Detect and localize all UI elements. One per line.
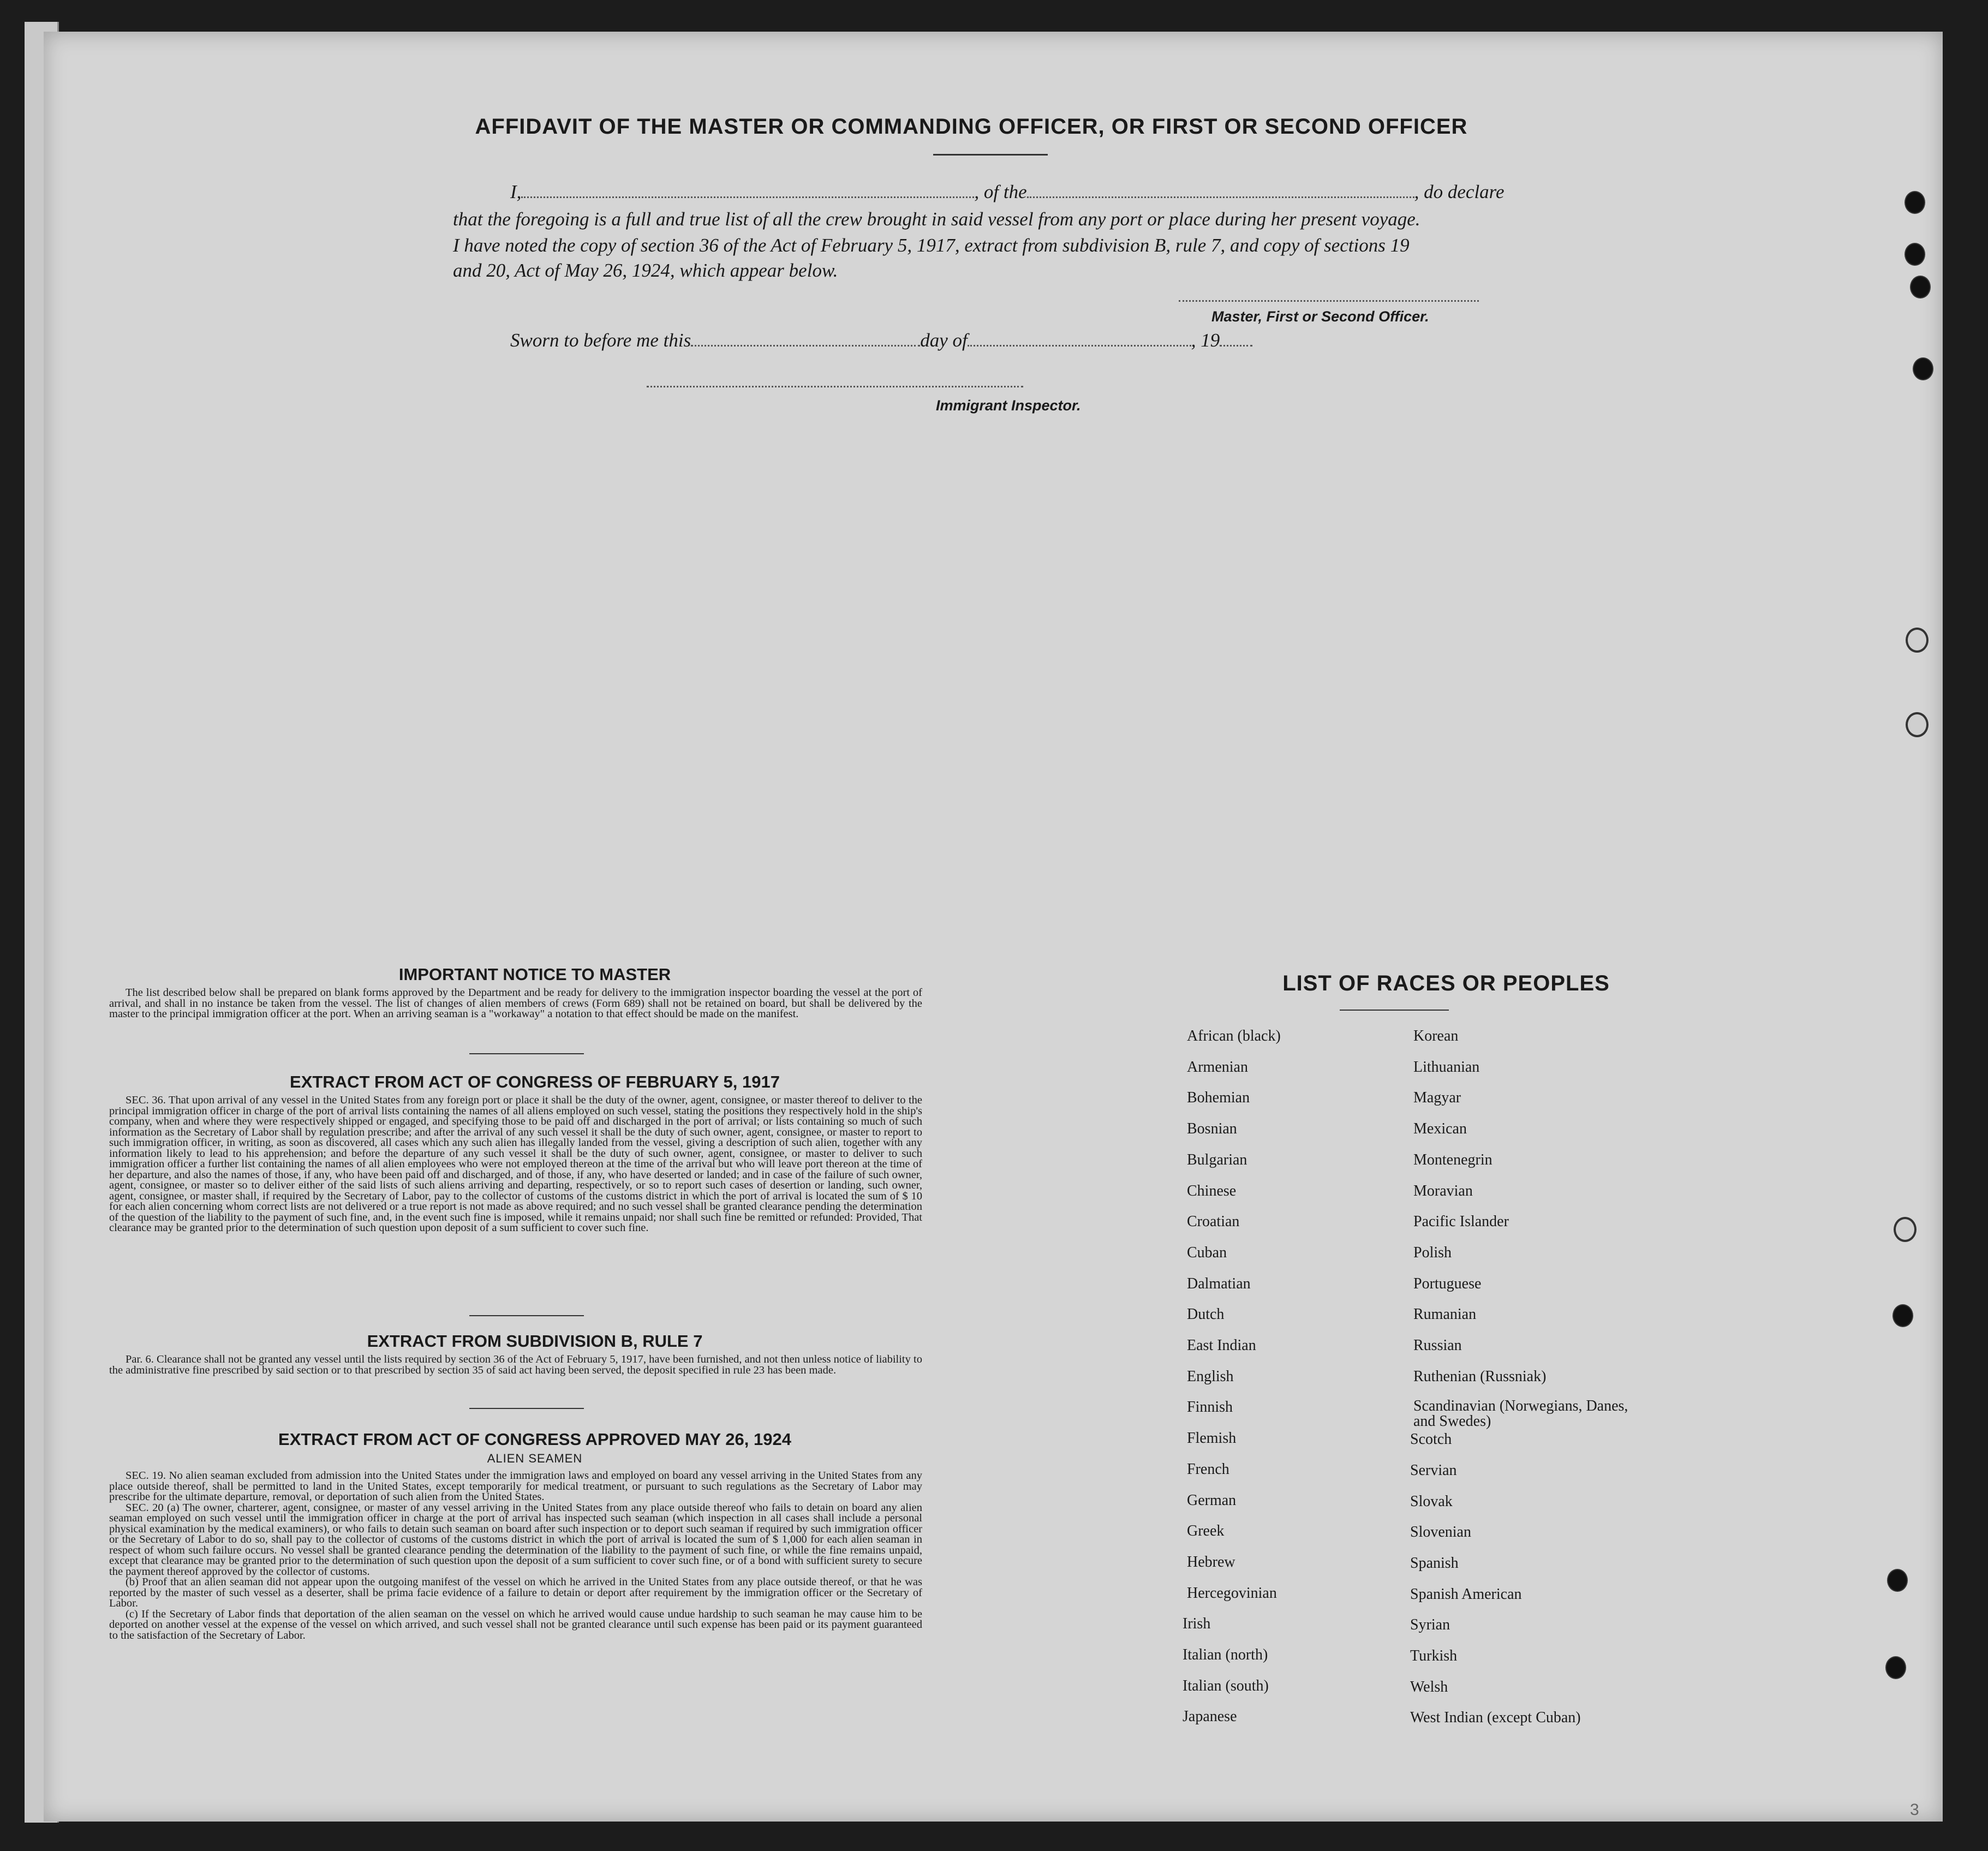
- race-item: West Indian (except Cuban): [1410, 1709, 1581, 1727]
- extract-rule7-text: [109, 1354, 922, 1376]
- race-item: Italian (south): [1183, 1677, 1269, 1694]
- race-item: East Indian: [1187, 1337, 1256, 1354]
- race-item: Polish: [1413, 1244, 1452, 1261]
- race-item: Armenian: [1187, 1058, 1248, 1076]
- sec-20c-paragraph: (c) If the Secretary of Labor finds that deportation of the alien seaman on the vessel on which he arrived would cause undue hardship to such seaman he may cause him to be deported on another vessel at the expense of the vessel on which arrived, and such vessel shall not be granted clearance until such expense has been paid or its payment guaranteed to the satisfaction of the Secretary of Labor.: [109, 1608, 922, 1641]
- race-item: Magyar: [1413, 1089, 1461, 1107]
- race-item: Dutch: [1187, 1306, 1225, 1323]
- master-signature-label: Master, First or Second Officer.: [1211, 308, 1429, 325]
- sworn-day-blank[interactable]: [691, 329, 920, 347]
- inspector-signature-label: Immigrant Inspector.: [936, 397, 1081, 414]
- binder-hole-3: [1910, 276, 1931, 298]
- declaration-line-2: that the foregoing is a full and true list of all the crew brought in said vessel from any port or place during her present voyage.: [453, 208, 1420, 230]
- race-item: Italian (north): [1183, 1646, 1268, 1663]
- race-item: English: [1187, 1368, 1234, 1385]
- page-corner-mark: 3: [1910, 1801, 1919, 1819]
- race-item: Russian: [1413, 1337, 1462, 1354]
- binder-hole-6: [1906, 712, 1929, 737]
- master-signature-line[interactable]: [1179, 299, 1479, 302]
- race-item: Spanish American: [1410, 1585, 1522, 1603]
- declaration-line-3: I have noted the copy of section 36 of the Act of February 5, 1917, extract from subdivision B, rule 7, and copy of sections 19: [453, 235, 1410, 256]
- race-item: Mexican: [1413, 1120, 1467, 1138]
- race-item: Bulgarian: [1187, 1151, 1247, 1168]
- sec-20b-paragraph: (b) Proof that an alien seaman did not appear upon the outgoing manifest of the vessel on which he arrived in the United States from any place outside thereof, or that he was reported by the master of such vessel as a deserter, shall be prima facie evidence of a failure to detain or deport after requirement by the immigration officer or the Secretary of Labor.: [109, 1576, 922, 1609]
- sworn-line: [510, 329, 1252, 353]
- race-item: Rumanian: [1413, 1306, 1477, 1323]
- declaration-line-4: and 20, Act of May 26, 1924, which appear below.: [453, 260, 838, 281]
- race-item: Turkish: [1410, 1647, 1458, 1664]
- race-item: Welsh: [1410, 1678, 1448, 1695]
- binder-hole-4: [1913, 357, 1933, 380]
- declaration-i: I,: [510, 181, 522, 202]
- binder-hole-2: [1905, 243, 1925, 266]
- sworn-day-of: day of: [920, 330, 968, 351]
- sworn-year: , 19: [1191, 330, 1220, 351]
- race-item: Spanish: [1410, 1554, 1459, 1572]
- race-item: Servian: [1410, 1461, 1457, 1479]
- sworn-prefix: Sworn to before me this: [510, 330, 691, 351]
- race-item: Korean: [1413, 1028, 1459, 1044]
- race-item: Syrian: [1410, 1616, 1450, 1634]
- name-blank[interactable]: [521, 180, 974, 198]
- inspector-signature-line[interactable]: [647, 385, 1023, 387]
- notice-text: [109, 988, 922, 1020]
- race-item: French: [1187, 1460, 1229, 1478]
- vessel-blank[interactable]: [1027, 180, 1414, 198]
- declaration-do-declare: , do declare: [1414, 181, 1505, 202]
- race-item: Ruthenian (Russniak): [1413, 1368, 1547, 1385]
- race-item: Dalmatian: [1187, 1275, 1251, 1292]
- race-item: Scotch: [1410, 1431, 1452, 1448]
- extract-1917-heading: EXTRACT FROM ACT OF CONGRESS OF FEBRUARY 5, 1917: [290, 1072, 780, 1091]
- race-item: Portuguese: [1413, 1275, 1482, 1292]
- sec-19-paragraph: SEC. 19. No alien seaman excluded from admission into the United States under the immigration laws and employed on board any vessel arriving in the United States from any place outside thereof, shall be permitted to land in the United States, except temporarily for medical treatment, or pursuant to such regulations as the Secretary of Labor may prescribe for the ultimate departure, removal, or deportation of such alien from the United States.: [109, 1470, 922, 1503]
- race-item: Montenegrin: [1413, 1151, 1493, 1168]
- par-6-paragraph: Par. 6. Clearance shall not be granted any vessel until the lists required by section 36 of the Act of February 5, 1917, have been furnished, and not then unless notice of liability to the administrative fine prescribed by said section or to that prescribed by section 35 of said act having been served, the deposit specified in rule 23 has been made.: [109, 1353, 922, 1376]
- sworn-year-blank[interactable]: [1220, 329, 1252, 347]
- divider-2: [469, 1315, 584, 1316]
- affidavit-title: AFFIDAVIT OF THE MASTER OR COMMANDING OFFICER, OR FIRST OR SECOND OFFICER: [475, 115, 1468, 139]
- race-item: Flemish: [1187, 1430, 1237, 1447]
- declaration-line-1: [510, 180, 1505, 204]
- extract-1924-text: [109, 1471, 922, 1641]
- race-item: Bosnian: [1187, 1120, 1237, 1138]
- race-item: African (black): [1187, 1028, 1281, 1044]
- race-item: Pacific Islander: [1413, 1213, 1509, 1231]
- races-underline: [1340, 1010, 1449, 1011]
- declaration-of-the: , of the: [974, 181, 1027, 202]
- sec-20a-paragraph: SEC. 20 (a) The owner, charterer, agent, consignee, or master of any vessel arriving in the United States from any place outside thereof who fails to detain on board any alien seaman employed on such vessel until the immigration officer in charge at the port of arrival has inspected such seaman (which inspection in all cases shall include a personal physical examination by the medical examiners), or who fails to detain such seaman on board after such inspection or to deport such seaman if required by such immigration officer or the Secretary of Labor to do so, shall pay to the collector of customs of the customs district in which the port of arrival is located the sum of $ 1,000 for each alien seaman in respect of whom such failure occurs. No vessel shall be granted clearance pending the determination of the liability to the payment of such fine, or while the fine remains unpaid, except that clearance may be granted prior to the determination of such question upon the deposit of a sum sufficient to cover such fine, or of a bond with sufficient surety to secure the payment thereof approved by the collector of customs.: [109, 1501, 922, 1578]
- race-item: Finnish: [1187, 1399, 1233, 1416]
- race-item: Chinese: [1187, 1182, 1237, 1199]
- binder-hole-7: [1894, 1217, 1917, 1242]
- sworn-month-blank[interactable]: [968, 329, 1191, 347]
- binder-hole-5: [1906, 628, 1929, 653]
- divider-1: [469, 1053, 584, 1054]
- race-item: Croatian: [1187, 1213, 1240, 1231]
- races-heading: LIST OF RACES OR PEOPLES: [1282, 971, 1610, 995]
- race-item: Slovak: [1410, 1492, 1453, 1510]
- race-item: Scandinavian (Norwegians, Danes, and Swedes): [1413, 1398, 1628, 1430]
- extract-1917-text: [109, 1095, 922, 1234]
- binder-hole-9: [1887, 1569, 1908, 1592]
- extract-rule7-heading: EXTRACT FROM SUBDIVISION B, RULE 7: [367, 1331, 703, 1351]
- binder-hole-1: [1905, 191, 1925, 214]
- race-item: Japanese: [1183, 1708, 1237, 1725]
- binder-hole-10: [1885, 1656, 1906, 1679]
- binder-hole-8: [1893, 1304, 1913, 1327]
- race-item: Lithuanian: [1413, 1058, 1480, 1076]
- sec-36-paragraph: SEC. 36. That upon arrival of any vessel in the United States from any foreign port or place it shall be the duty of the owner, agent, consignee, or master thereof to deliver to the principal immigration officer in charge of the port of arrival lists containing the names of all aliens employed on such vessel, stating the positions they respectively hold in the ship's company, when and where they were respectively shipped or engaged, and specifying those to be paid off and discharged in the port of arrival; or lists containing so much of such information as the Secretary of Labor shall by regulation prescribe; and after the arrival of any such vessel it shall be the duty of such owner, agent, consignee, or master to report to such immigration officer, in writing, as soon as discovered, all cases which any such alien has illegally landed from the vessel, giving a description of such alien, together with any information likely to lead to his apprehension; and before the departure of any such vessel it shall be the duty of such owner, agent, consignee, or master to deliver to such immigration officer a further list containing the names of all alien employees who were not employed thereon at the time of the arrival but who will leave port thereon at the time of her departure, and also the names of those, if any, who have been paid off and discharged, and of those, if any, who have deserted or landed; and in case of the failure of such owner, agent, consignee, or master so to deliver either of the said lists of such aliens arriving and departing, respectively, or so to report such cases of desertion or landing, such owner, agent, consignee, or master shall, if required by the Secretary of Labor, pay to the collector of customs of the customs district in which the port of arrival is located the sum of $ 10 for each alien concerning whom correct lists are not delivered or a true report is not made as above required; and no such vessel shall be granted clearance pending the determination of the question of the liability to the payment of such fine, and, in the event such fine is imposed, while it remains unpaid; nor shall such fine be remitted or refunded: Provided, That clearance may be granted prior to the determination of such question upon deposit of a sum sufficient to cover such fine.: [109, 1094, 922, 1234]
- race-item: German: [1187, 1491, 1237, 1509]
- race-item: Cuban: [1187, 1244, 1227, 1261]
- divider-3: [469, 1408, 584, 1409]
- race-item: Irish: [1183, 1615, 1211, 1633]
- alien-seamen-subheading: ALIEN SEAMEN: [487, 1452, 583, 1465]
- notice-heading: IMPORTANT NOTICE TO MASTER: [398, 965, 671, 984]
- race-item: Hebrew: [1187, 1553, 1235, 1571]
- race-item: Moravian: [1413, 1182, 1473, 1199]
- extract-1924-heading: EXTRACT FROM ACT OF CONGRESS APPROVED MAY 26, 1924: [278, 1430, 791, 1449]
- race-item: Bohemian: [1187, 1089, 1250, 1107]
- race-item: Hercegovinian: [1187, 1584, 1277, 1602]
- race-item: Greek: [1187, 1522, 1225, 1540]
- race-item: Slovenian: [1410, 1524, 1471, 1541]
- title-underline: [933, 154, 1048, 156]
- notice-paragraph: The list described below shall be prepared on blank forms approved by the Department and be ready for delivery to the immigration inspector boarding the vessel at the port of arrival, and shall in no instance be taken from the vessel. The list of changes of alien members of crews (Form 689) shall not be retained on board, but shall be delivered by the master to the principal immigration officer at the port. When an arriving seaman is a "workaway" a notation to that effect should be made on the manifest.: [109, 987, 922, 1020]
